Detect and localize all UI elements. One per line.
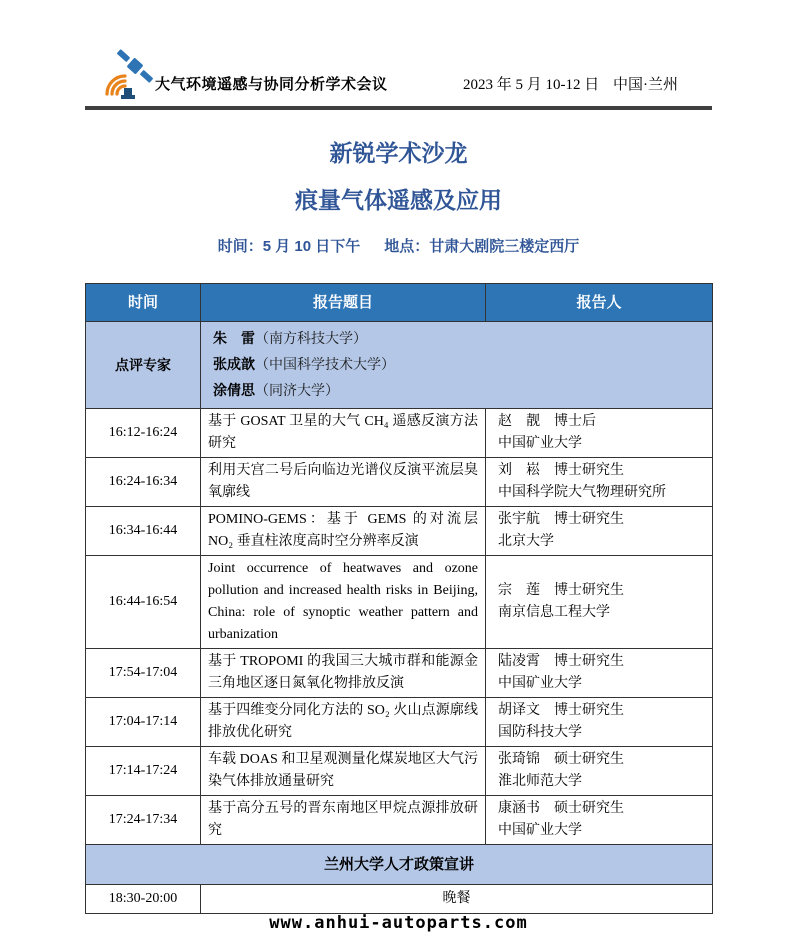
talk-time: 17:14-17:24 <box>86 747 201 796</box>
talk-title: Joint occurrence of heatwaves and ozone pollution and increased health risks in Beijing, China: role of synoptic weather pattern and urbanization <box>201 556 486 649</box>
watermark-url: www.anhui-autoparts.com <box>269 913 528 933</box>
talk-speaker <box>486 458 713 507</box>
table-header-row <box>86 284 713 322</box>
talk-speaker <box>486 698 713 747</box>
expert-affiliation: （中国科学技术大学） <box>255 358 395 373</box>
speaker-degree: 硕士研究生 <box>554 752 624 767</box>
session-place: 地点：甘肃大剧院三楼定西厅 <box>384 238 580 255</box>
experts-label: 点评专家 <box>86 322 201 409</box>
talk-row <box>86 556 713 649</box>
dinner-row <box>86 885 713 914</box>
column-header-title: 报告题目 <box>201 284 486 322</box>
header-divider <box>85 106 712 110</box>
satellite-dish-icon <box>102 48 156 104</box>
talk-time: 17:04-17:14 <box>86 698 201 747</box>
speaker-affiliation: 中国矿业大学 <box>498 436 582 451</box>
salon-title: 新锐学术沙龙 <box>329 140 468 166</box>
talk-time: 16:12-16:24 <box>86 409 201 458</box>
talk-speaker <box>486 409 713 458</box>
talk-speaker <box>486 796 713 845</box>
session-time: 时间：5 月 10 日下午 <box>217 238 361 255</box>
experts-row <box>86 322 713 409</box>
speaker-name: 赵 靓 <box>498 414 540 429</box>
special-session-title: 兰州大学人才政策宣讲 <box>86 845 713 885</box>
talk-title: 基于 GOSAT 卫星的大气 CH₄ 遥感反演方法研究 <box>201 409 486 458</box>
talk-title: POMINO-GEMS：基于 GEMS 的对流层 NO₂ 垂直柱浓度高时空分辨率反演 <box>201 507 486 556</box>
expert-affiliation: （南方科技大学） <box>255 332 367 347</box>
speaker-name: 张宇航 <box>498 512 540 527</box>
dinner-label: 晚餐 <box>201 885 713 914</box>
talk-speaker <box>486 507 713 556</box>
talk-row <box>86 409 713 458</box>
talk-row <box>86 747 713 796</box>
speaker-affiliation: 南京信息工程大学 <box>498 605 610 620</box>
speaker-affiliation: 中国矿业大学 <box>498 676 582 691</box>
speaker-degree: 博士后 <box>554 414 596 429</box>
conference-program-page <box>85 0 712 933</box>
talk-time: 16:44-16:54 <box>86 556 201 649</box>
expert-item <box>213 352 706 378</box>
speaker-name: 陆凌霄 <box>498 654 540 669</box>
column-header-time: 时间 <box>86 284 201 322</box>
program-table <box>85 283 713 914</box>
session-meta <box>85 235 712 256</box>
talk-speaker <box>486 556 713 649</box>
speaker-name: 刘 崧 <box>498 463 540 478</box>
speaker-degree: 博士研究生 <box>554 463 624 478</box>
speaker-degree: 博士研究生 <box>554 583 624 598</box>
speaker-name: 宗 莲 <box>498 583 540 598</box>
page-header <box>85 0 712 106</box>
talk-speaker <box>486 649 713 698</box>
talk-time: 16:34-16:44 <box>86 507 201 556</box>
talk-title: 利用天宫二号后向临边光谱仪反演平流层臭氧廓线 <box>201 458 486 507</box>
talk-row <box>86 698 713 747</box>
speaker-affiliation: 北京大学 <box>498 534 554 549</box>
talk-title: 基于 TROPOMI 的我国三大城市群和能源金三角地区逐日氮氧化物排放反演 <box>201 649 486 698</box>
talk-speaker <box>486 747 713 796</box>
expert-item <box>213 378 706 404</box>
talk-time: 16:24-16:34 <box>86 458 201 507</box>
talk-row <box>86 507 713 556</box>
talk-row <box>86 796 713 845</box>
talk-title: 基于四维变分同化方法的 SO₂ 火山点源廓线排放优化研究 <box>201 698 486 747</box>
experts-list <box>201 322 713 409</box>
conference-date: 2023 年 5 月 10-12 日 <box>463 77 600 93</box>
expert-name: 朱 雷 <box>213 330 255 346</box>
speaker-name: 康涵书 <box>498 801 540 816</box>
conference-name: 大气环境遥感与协同分析学术会议 <box>155 76 388 93</box>
speaker-affiliation: 中国矿业大学 <box>498 823 582 838</box>
talk-time: 17:24-17:34 <box>86 796 201 845</box>
talk-title: 基于高分五号的晋东南地区甲烷点源排放研究 <box>201 796 486 845</box>
talk-time: 17:54-17:04 <box>86 649 201 698</box>
speaker-affiliation: 国防科技大学 <box>498 725 582 740</box>
conference-location: 中国·兰州 <box>613 77 678 93</box>
expert-item <box>213 326 706 352</box>
speaker-degree: 硕士研究生 <box>554 801 624 816</box>
speaker-name: 张琦锦 <box>498 752 540 767</box>
column-header-speaker: 报告人 <box>486 284 713 322</box>
talk-title: 车载 DOAS 和卫星观测量化煤炭地区大气污染气体排放通量研究 <box>201 747 486 796</box>
speaker-name: 胡译文 <box>498 703 540 718</box>
speaker-affiliation: 淮北师范大学 <box>498 774 582 789</box>
expert-affiliation: （同济大学） <box>255 384 339 399</box>
talk-row <box>86 458 713 507</box>
salon-subtitle: 痕量气体遥感及应用 <box>295 187 502 213</box>
speaker-degree: 博士研究生 <box>554 654 624 669</box>
expert-name: 张成歆 <box>213 356 255 372</box>
speaker-degree: 博士研究生 <box>554 512 624 527</box>
dinner-time: 18:30-20:00 <box>86 885 201 914</box>
speaker-degree: 博士研究生 <box>554 703 624 718</box>
speaker-affiliation: 中国科学院大气物理研究所 <box>498 485 666 500</box>
expert-name: 涂倩思 <box>213 382 255 398</box>
talk-row <box>86 649 713 698</box>
